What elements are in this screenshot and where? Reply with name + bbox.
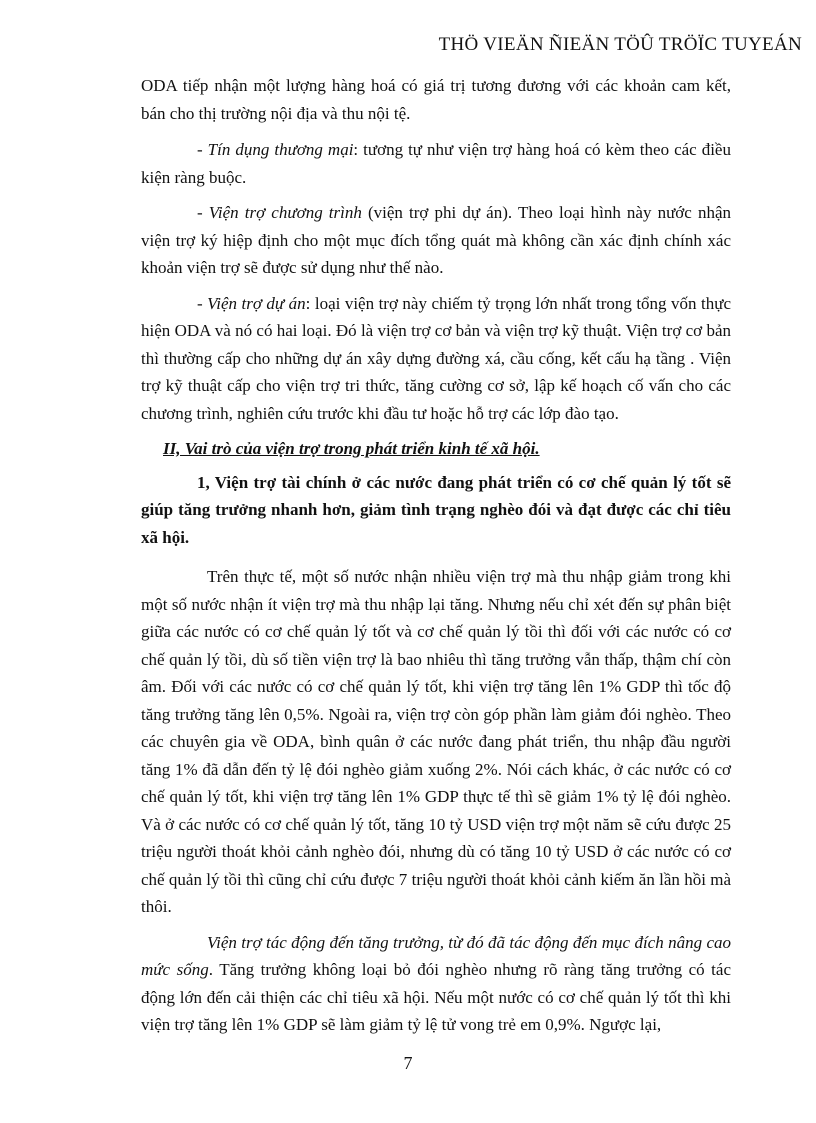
paragraph-text: : tương tự như viện trợ hàng hoá có kèm theo các điều kiện ràng buộc. [141,140,731,187]
document-body [141,72,731,1047]
paragraph-program-aid [141,199,731,282]
term-aid-impact: Viện trợ tác động đến tăng trưởng, từ đó đã tác động đến mục đích nâng cao mức sống [141,932,731,979]
section-heading: II, Vai trò của viện trợ trong phát triển kinh tế xã hội. [163,439,540,458]
page-number: 7 [403,1053,413,1073]
paragraph-project-aid [141,290,731,428]
library-header: THÖ VIEÄN ÑIEÄN TÖÛ TRÖÏC TUYEÁN [438,34,802,55]
paragraph-commercial-credit [141,136,731,191]
term-program-aid: - Viện trợ chương trình [197,203,362,222]
paragraph-text: . Tăng trưởng không loại bỏ đói nghèo nhưng rõ ràng tăng trưởng có tác động lớn đến cải thiện các chỉ tiêu xã hội. Nếu một nước có cơ chế quản lý tốt thì khi viện trợ tăng lên 1% GDP sẽ làm giảm tỷ lệ tử vong trẻ em 0,9%. Ngược lại, [141,960,731,1034]
subsection-heading: 1, Viện trợ tài chính ở các nước đang phát triển có cơ chế quản lý tốt sẽ giúp tăng trưởng nhanh hơn, giảm tình trạng nghèo đói và đạt được các chỉ tiêu xã hội. [141,472,731,547]
paragraph-living-standard [141,929,731,1039]
term-commercial-credit: - Tín dụng thương mại [197,140,354,159]
paragraph-text: (viện trợ phi dự án). Theo loại hình này nước nhận viện trợ ký hiệp định cho một mục đích tổng quát mà không cần xác định chính xác khoản viện trợ sẽ được sử dụng như thế nào. [141,203,731,277]
term-project-aid: - Viện trợ dự án [197,293,306,313]
paragraph-aid-growth: Trên thực tế, một số nước nhận nhiều viện trợ mà thu nhập giảm trong khi một số nước nhận ít viện trợ mà thu nhập lại tăng. Nhưng nếu chỉ xét đến sự phân biệt giữa các nước có cơ chế quản lý tốt và cơ chế quản lý tồi thì đối với các nước có cơ chế quản lý tồi, dù số tiền viện trợ là bao nhiêu thì tăng trưởng vẫn thấp, thậm chí còn âm. Đối với các nước có cơ chế quản lý tốt, khi viện trợ tăng lên 1% GDP thì tốc độ tăng trưởng tăng lên 0,5%. Ngoài ra, viện trợ còn góp phần làm giảm đói nghèo. Theo các chuyên gia về ODA, bình quân ở các nước đang phát triển, thu nhập đầu người tăng 1% đã dẫn đến tỷ lệ đói nghèo giảm xuống 2%. Nói cách khác, ở các nước có cơ chế quản lý tốt, khi viện trợ tăng lên 1% GDP thực tế thì sẽ giảm 1% tỷ lệ đói nghèo. Và ở các nước có cơ chế quản lý tốt, tăng 10 tỷ USD viện trợ một năm sẽ cứu được 25 triệu người thoát khỏi cảnh nghèo đói, nhưng dù có tăng 10 tỷ USD ở các nước có cơ chế quản lý tồi thì cũng chỉ cứu được 7 triệu người thoát khỏi cảnh kiếm ăn lần hồi mà thôi. [141,567,731,916]
paragraph-oda-goods: ODA tiếp nhận một lượng hàng hoá có giá trị tương đương với các khoản cam kết, bán cho thị trường nội địa và thu nội tệ. [141,76,731,123]
paragraph-text: : loại viện trợ này chiếm tỷ trọng lớn nhất trong tổng vốn thực hiện ODA và nó có hai loại. Đó là viện trợ cơ bản và viện trợ kỹ thuật. Viện trợ cơ bản thì thường cấp cho những dự án xây dựng đường xá, cầu cống, kết cấu hạ tầng . Viện trợ kỹ thuật cấp cho viện trợ tri thức, tăng cường cơ sở, lập kế hoạch cố vấn cho các chương trình, nghiên cứu trước khi đầu tư hoặc hỗ trợ các lớp đào tạo. [141,293,731,423]
